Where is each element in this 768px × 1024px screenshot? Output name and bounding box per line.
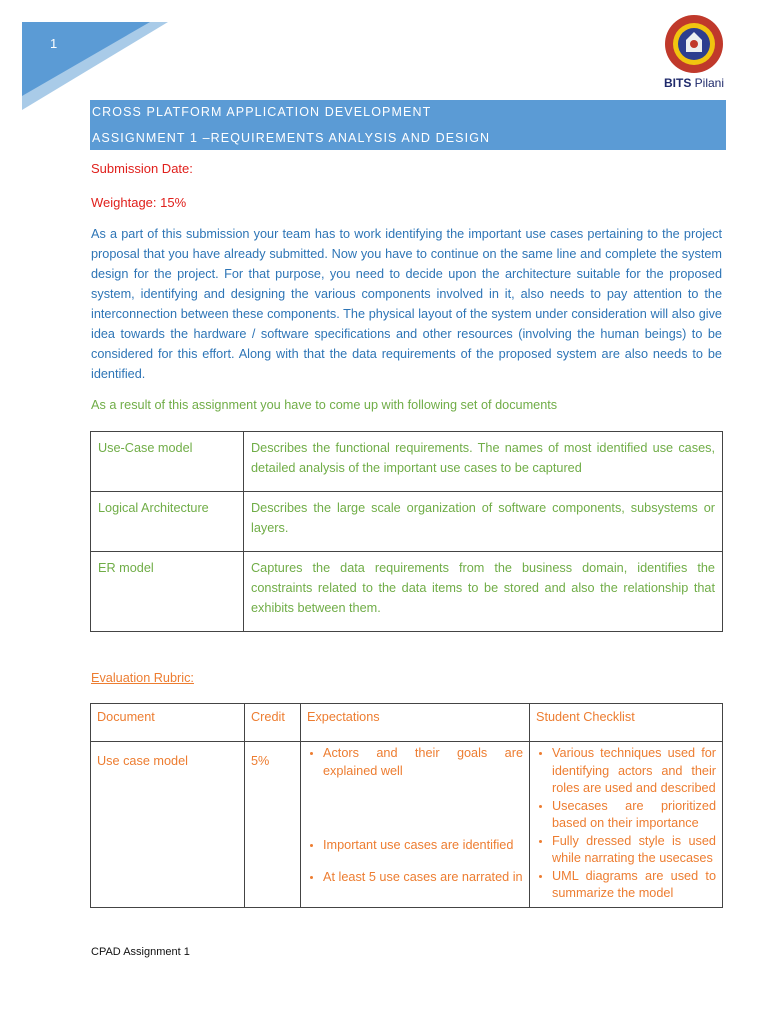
rubric-checklist [530,742,723,908]
table-header-row [91,704,723,742]
logo-text-bits: BITS [663,76,692,90]
column-header: Student Checklist [530,704,723,742]
course-title: CROSS PLATFORM APPLICATION DEVELOPMENT [92,105,432,119]
title-banner [90,100,726,150]
rubric-expectations [301,742,530,908]
documents-intro: As a result of this assignment you have to come up with following set of documents [91,398,558,412]
checklist-item: • Various techniques used for identifying actors and their roles are used and described [552,745,716,798]
checklist-item: • Fully dressed style is used while narrating the usecases [552,833,716,868]
rubric-credit: 5% [245,742,301,908]
column-header: Document [91,704,245,742]
column-header: Credit [245,704,301,742]
submission-date: Submission Date: [91,161,193,176]
rubric-title: Evaluation Rubric: [91,671,194,685]
document-name: Logical Architecture [91,492,244,552]
checklist-item: • UML diagrams are used to summarize the model [552,868,716,903]
assignment-title: ASSIGNMENT 1 –REQUIREMENTS ANALYSIS AND DESIGN [92,131,491,145]
checklist-item: • Usecases are prioritized based on their importance [552,798,716,833]
rubric-table [90,703,723,908]
rubric-document: Use case model [91,742,245,908]
expectation-item: • At least 5 use cases are narrated in [323,869,523,887]
table-row [91,432,723,492]
expectation-item: • Actors and their goals are explained well [323,745,523,837]
page-footer: CPAD Assignment 1 [91,946,190,958]
expectation-item: • Important use cases are identified [323,837,523,869]
page-number: 1 [50,36,58,51]
bits-pilani-logo [660,12,728,96]
documents-table [90,431,723,632]
document-description: Captures the data requirements from the business domain, identifies the constraints related to the data items to be stored and also the relationship that exhibits between them. [244,552,723,632]
table-row [91,552,723,632]
document-description: Describes the functional requirements. The names of most identified use cases, detailed analysis of the important use cases to be captured [244,432,723,492]
table-row [91,742,723,908]
intro-paragraph: As a part of this submission your team has to work identifying the important use cases pertaining to the project proposal that you have already submitted. Now you have to continue on the same line and complete the system design for the project. For that purpose, you need to decide upon the architecture suitable for the proposed system, identifying and designing the various components involved in it, also needs to pay attention to the interconnection between these components. The physical layout of the system under consideration will also give idea towards the hardware / software specifications and other resources (involving the human beings) to be considered for this effort. Along with that the data requirements of the proposed system are also needs to be identified. [91,227,722,381]
column-header: Expectations [301,704,530,742]
logo-emblem-icon [660,12,728,76]
document-name: ER model [91,552,244,632]
logo-text-pilani: Pilani [691,76,725,90]
table-row [91,492,723,552]
weightage: Weightage: 15% [91,195,187,210]
corner-decoration [0,0,190,110]
document-description: Describes the large scale organization of software components, subsystems or layers. [244,492,723,552]
document-name: Use-Case model [91,432,244,492]
